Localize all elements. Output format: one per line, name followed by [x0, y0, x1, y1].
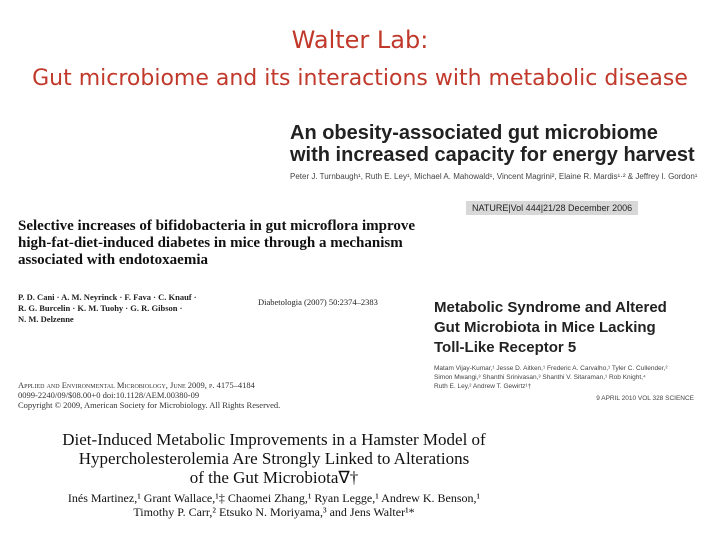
journal-citation: Applied and Environmental Microbiology, June 2009, p. 4175–4184	[18, 380, 255, 390]
slide-subtitle: Gut microbiome and its interactions with metabolic disease	[32, 66, 688, 91]
journal-citation: Diabetologia (2007) 50:2374–2383	[258, 297, 378, 307]
paper-authors	[24, 491, 524, 519]
paper-clipping-martinez	[24, 430, 544, 536]
author-line: Inés Martinez,¹ Grant Wallace,¹‡ Chaomei Zhang,¹ Ryan Legge,¹ Andrew K. Benson,¹	[67, 491, 481, 505]
title-line: of the Gut Microbiota∇†	[189, 468, 359, 487]
paper-title: Selective increases of bifidobacteria in gut microflora improve high-fat-diet-induced diabetes in mice through a mechanism associated with endotoxaemia	[18, 218, 416, 268]
title-line: Gut Microbiota in Mice Lacking	[434, 319, 656, 336]
copyright-line: Copyright © 2009, American Society for Microbiology. All Rights Reserved.	[18, 400, 281, 410]
author-line: P. D. Cani · A. M. Neyrinck · F. Fava · C. Knauf ·	[18, 292, 197, 302]
paper-clipping-vijay-kumar	[428, 298, 710, 416]
journal-citation: NATURE|Vol 444|21/28 December 2006	[466, 201, 638, 215]
paper-title	[434, 298, 710, 358]
title-line: Metabolic Syndrome and Altered	[434, 299, 667, 316]
title-line: Diet-Induced Metabolic Improvements in a Hamster Model of	[62, 430, 486, 449]
author-line: N. M. Delzenne	[18, 314, 74, 324]
paper-title	[24, 430, 524, 487]
title-line: Hypercholesterolemia Are Strongly Linked to Alterations	[78, 449, 470, 468]
paper-title: An obesity-associated gut microbiome with increased capacity for energy harvest	[290, 122, 695, 166]
paper-authors	[434, 364, 710, 391]
title-line: Toll-Like Receptor 5	[434, 339, 577, 356]
author-line: Ruth E. Ley,² Andrew T. Gewirtz¹†	[434, 383, 532, 390]
paper-authors	[18, 292, 197, 325]
doi-line: 0099-2240/09/$08.00+0 doi:10.1128/AEM.00380-09	[18, 390, 200, 400]
slide-title: Walter Lab:	[291, 26, 429, 54]
author-line: R. G. Burcelin · K. M. Tuohy · G. R. Gibson ·	[18, 303, 183, 313]
paper-authors: Peter J. Turnbaugh¹, Ruth E. Ley¹, Michael A. Mahowald¹, Vincent Magrini², Elaine R. Mardis¹·² & Jeffrey I. Gordon¹	[290, 172, 698, 181]
author-line: Simon Mwangi,³ Shanthi Srinivasan,³ Shanthi V. Sitaraman,¹ Rob Knight,⁴	[434, 374, 646, 381]
author-line: Matam Vijay-Kumar,¹ Jesse D. Aitken,¹ Frederic A. Carvalho,¹ Tyler C. Cullender,²	[434, 365, 668, 372]
journal-citation: 9 APRIL 2010 VOL 328 SCIENCE	[596, 395, 694, 402]
paper-clipping-cani	[14, 218, 434, 336]
author-line: Timothy P. Carr,² Etsuko N. Moriyama,³ and Jens Walter¹*	[133, 505, 415, 519]
paper-clipping-turnbaugh	[280, 122, 700, 218]
paper-clipping-aem	[14, 380, 414, 416]
